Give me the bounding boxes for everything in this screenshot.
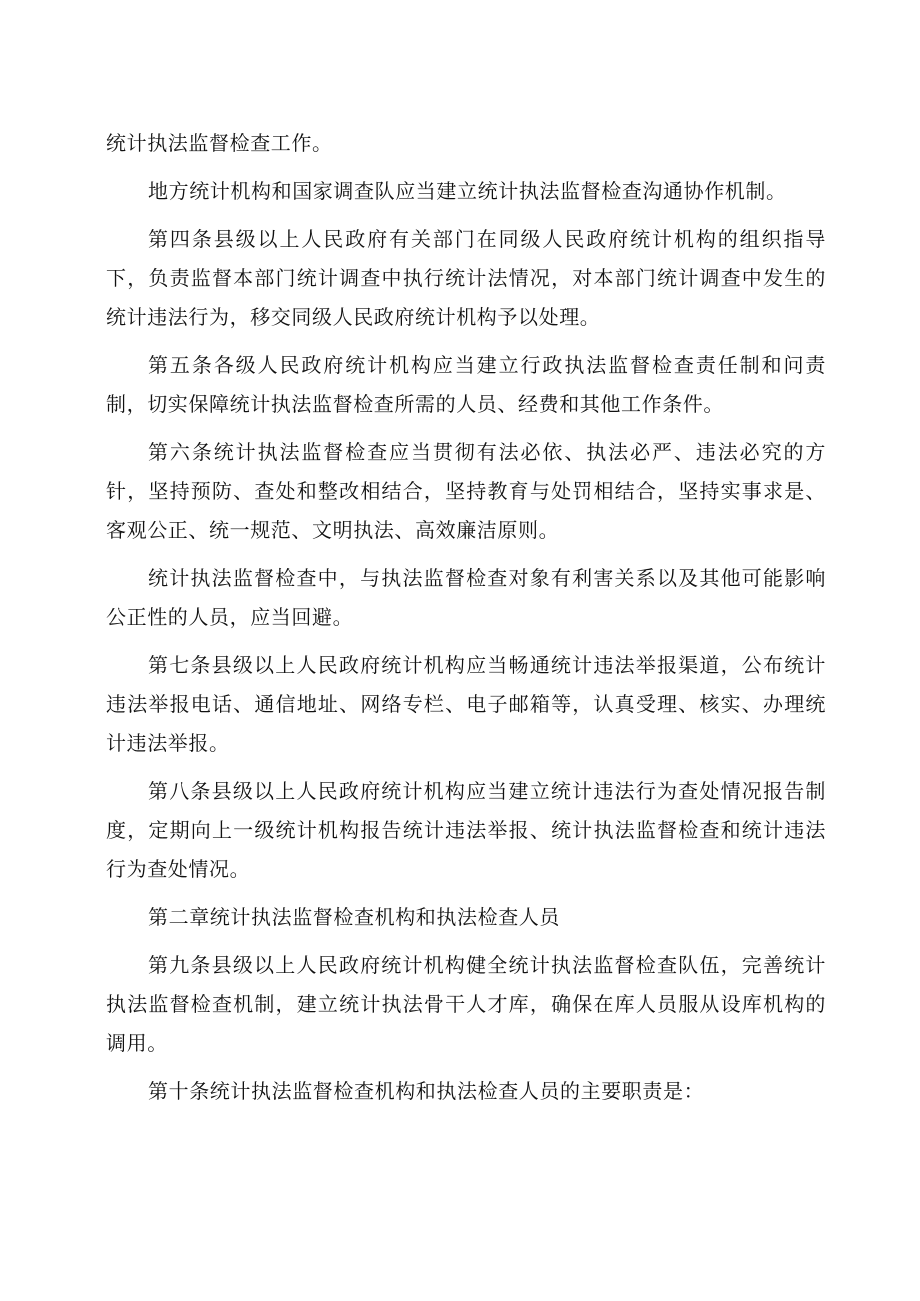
article-7: 第七条县级以上人民政府统计机构应当畅通统计违法举报渠道，公布统计违法举报电话、通信地址、网络专栏、电子邮箱等，认真受理、核实、办理统计违法举报。 xyxy=(106,653,826,755)
article-8: 第八条县级以上人民政府统计机构应当建立统计违法行为查处情况报告制度，定期向上一级统计机构报告统计违法举报、统计执法监督检查和统计违法行为查处情况。 xyxy=(106,779,826,881)
paragraph-recusal: 统计执法监督检查中，与执法监督检查对象有利害关系以及其他可能影响公正性的人员，应当回避。 xyxy=(106,566,826,629)
paragraph-2: 地方统计机构和国家调查队应当建立统计执法监督检查沟通协作机制。 xyxy=(148,179,787,203)
article-9: 第九条县级以上人民政府统计机构健全统计执法监督检查队伍，完善统计执法监督检查机制，建立统计执法骨干人才库，确保在库人员服从设库机构的调用。 xyxy=(106,953,826,1055)
document-body xyxy=(106,124,826,1111)
chapter-2-heading: 第二章统计执法监督检查机构和执法检查人员 xyxy=(148,905,560,929)
article-6: 第六条统计执法监督检查应当贯彻有法必依、执法必严、违法必究的方针，坚持预防、查处和整改相结合，坚持教育与处罚相结合，坚持实事求是、客观公正、统一规范、文明执法、高效廉洁原则。 xyxy=(106,440,826,542)
article-10: 第十条统计执法监督检查机构和执法检查人员的主要职责是： xyxy=(148,1079,705,1103)
article-4: 第四条县级以上人民政府有关部门在同级人民政府统计机构的组织指导下，负责监督本部门统计调查中执行统计法情况，对本部门统计调查中发生的统计违法行为，移交同级人民政府统计机构予以处理。 xyxy=(106,227,826,329)
article-5: 第五条各级人民政府统计机构应当建立行政执法监督检查责任制和问责制，切实保障统计执法监督检查所需的人员、经费和其他工作条件。 xyxy=(106,353,826,416)
paragraph-1: 统计执法监督检查工作。 xyxy=(106,131,333,155)
